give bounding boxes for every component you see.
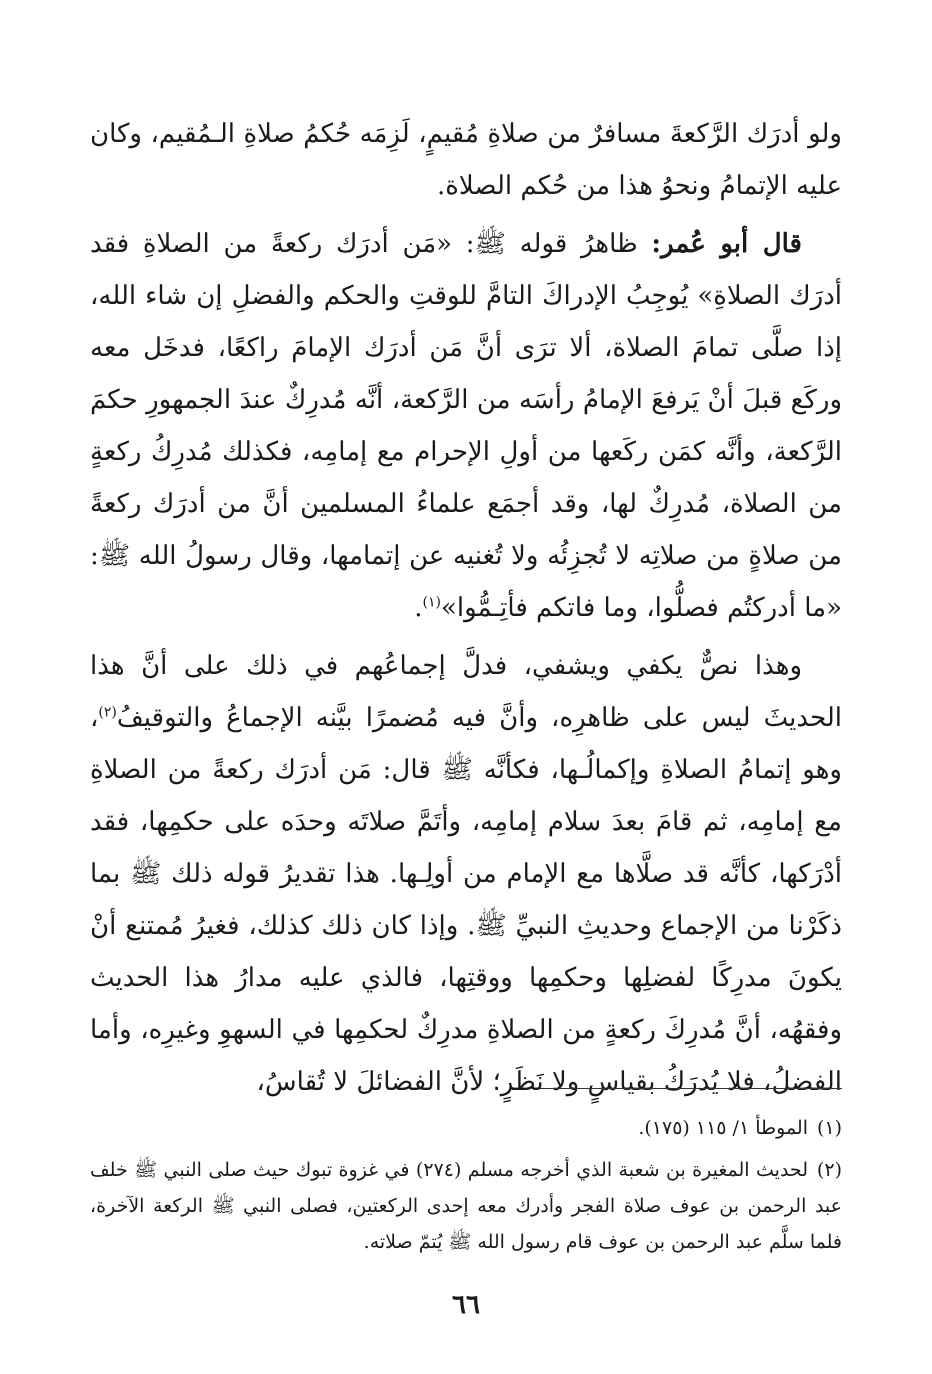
footnote-2	[90, 1152, 842, 1260]
main-text	[90, 108, 842, 1110]
paragraph-3	[90, 640, 842, 1108]
page-number: ٦٦	[452, 1290, 480, 1320]
paragraph-2-end: .	[414, 593, 423, 623]
paragraph-2-lead: قال أبو عُمر:	[651, 229, 802, 259]
paragraph-2	[90, 218, 842, 634]
footnote-1-number: (١)	[816, 1117, 842, 1139]
footnote-divider	[540, 1088, 842, 1089]
footnote-ref-1[interactable]: (١)	[422, 594, 441, 611]
paragraph-3-text-b: ، وهو إتمامُ الصلاةِ وإكمالُـها، فكأنَّه ﷺ قال: مَن أدرَك ركعةً من الصلاةِ مع إمامِه، ثم قامَ بعدَ سلام إمامِه، وأتَمَّ صلاتَه وحدَه على حكمِها، فقد أدْرَكها، كأنَّه قد صلَّاها مع الإمام من أولِـها. هذا تقديرُ قوله ذلك ﷺ بما ذكَرْنا من الإجماع وحديثِ النبيِّ ﷺ. وإذا كان ذلك كذلك، فغيرُ مُمتنع أنْ يكونَ مدرِكًا لفضلِها وحكمِها ووقتِها، فالذي عليه مدارُ هذا الحديث وفقهُه، أنَّ مُدرِكَ ركعةٍ من الصلاةِ مدرِكٌ لحكمِها في السهوِ وغيرِه، وأما الفضلُ، فلا يُدرَكُ بقياسٍ ولا نَظَرٍ؛ لأنَّ الفضائلَ لا تُقاسُ،	[90, 703, 842, 1097]
footnote-ref-2[interactable]: (٢)	[98, 704, 117, 721]
paragraph-1	[90, 108, 842, 212]
footnote-1-text: الموطأ ١/ ١١٥ (١٧٥).	[638, 1117, 808, 1139]
paragraph-3-text-a: وهذا نصٌّ يكفي ويشفي، فدلَّ إجماعُهم في ذلك على أنَّ هذا الحديثَ ليس على ظاهرِه، وأنَّ فيه مُضمرًا بيَّنه الإجماعُ والتوقيفُ	[90, 651, 842, 733]
footnote-1	[90, 1110, 842, 1146]
paragraph-2-text: ظاهرُ قوله ﷺ: «مَن أدرَك ركعةً من الصلاةِ فقد أدرَك الصلاةِ» يُوجِبُ الإدراكَ التامَّ للوقتِ والحكم والفضلِ إن شاء الله، إذا صلَّى تمامَ الصلاة، ألا ترَى أنَّ مَن أدرَك الإمامَ راكعًا، فدخَل معه وركَع قبلَ أنْ يَرفعَ الإمامُ رأسَه من الرَّكعة، أنَّه مُدرِكٌ عندَ الجمهورِ حكمَ الرَّكعة، وأنَّه كمَن ركَعها من أولِ الإحرام مع إمامِه، فكذلك مُدرِكُ ركعةٍ من الصلاة، مُدرِكٌ لها، وقد أجمَع علماءُ المسلمين أنَّ من أدرَك ركعةً من صلاةٍ من صلاتِه لا تُجزِئُه ولا تُغنيه عن إتمامها، وقال رسولُ الله ﷺ: «ما أدركتُم فصلُّوا، وما فاتكم فأتِـمُّوا»	[90, 229, 842, 623]
footnote-2-text: لحديث المغيرة بن شعبة الذي أخرجه مسلم (٢٧٤) في غزوة تبوك حيث صلى النبي ﷺ خلف عبد الرحمن بن عوف صلاة الفجر وأدرك معه إحدى الركعتين، فصلى النبي ﷺ الركعة الآخرة، فلما سلَّم عبد الرحمن بن عوف قام رسول الله ﷺ يُتمّ صلاته.	[90, 1159, 842, 1253]
footnotes	[90, 1110, 842, 1266]
paragraph-1-text: ولو أدرَك الرَّكعةَ مسافرٌ من صلاةِ مُقيمٍ، لَزِمَه حُكمُ صلاةِ الـمُقيم، وكان عليه الإتمامُ ونحوُ هذا من حُكم الصلاة.	[90, 119, 842, 201]
footnote-2-number: (٢)	[816, 1159, 842, 1181]
